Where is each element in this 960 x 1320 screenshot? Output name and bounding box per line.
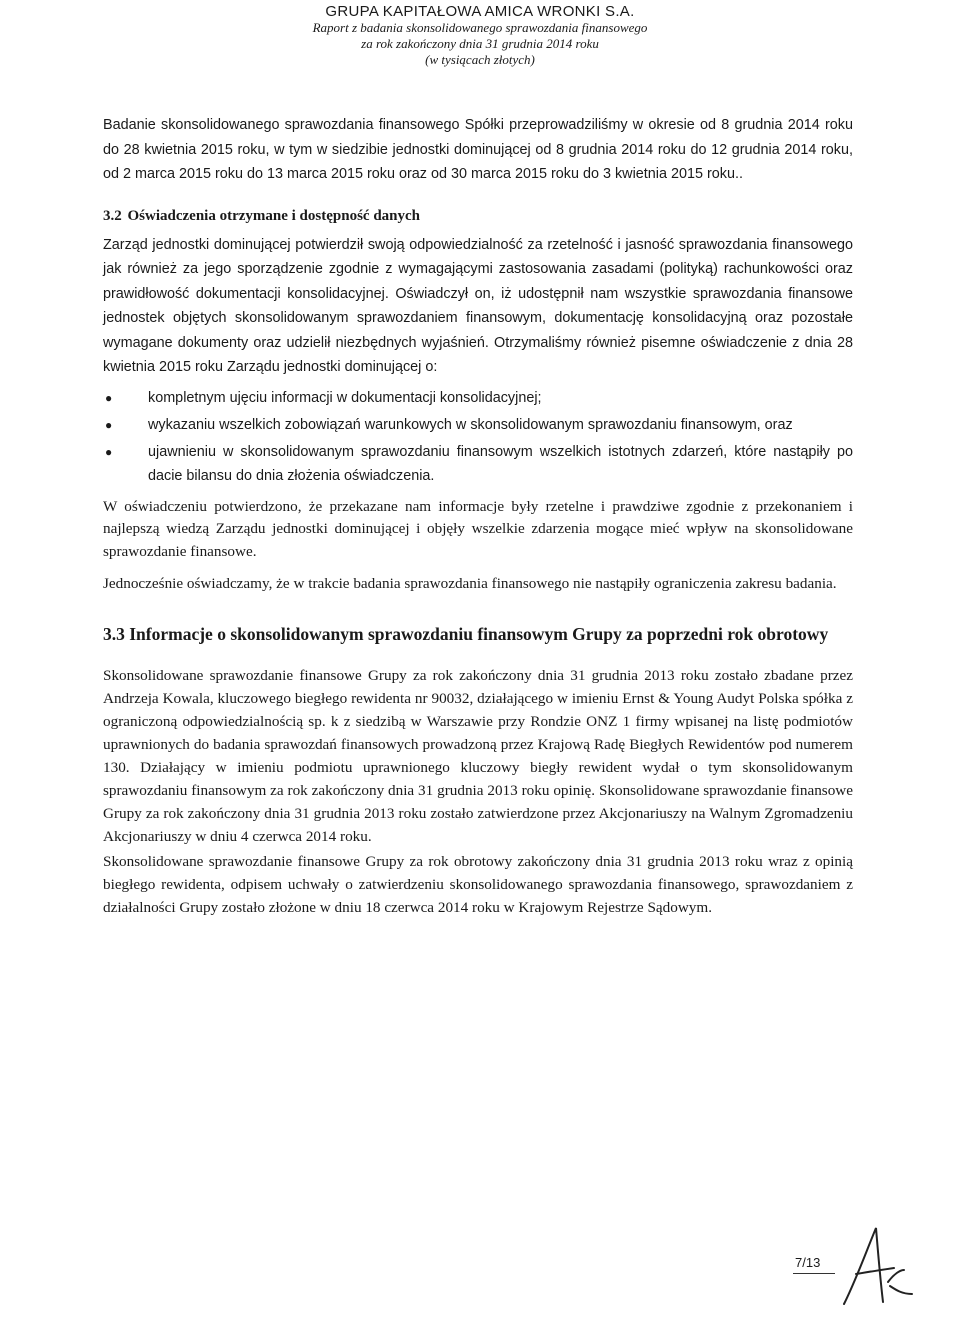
section-3-2-heading [103, 204, 853, 228]
handwritten-signature [838, 1222, 918, 1312]
section-3-3-title: Informacje o skonsolidowanym sprawozdaniu finansowym Grupy za poprzedni rok obrotowy [129, 623, 829, 644]
report-period: za rok zakończony dnia 31 grudnia 2014 roku [361, 36, 599, 51]
section-3-3-heading [103, 622, 853, 646]
report-title: Raport z badania skonsolidowanego sprawozdania finansowego [312, 20, 648, 35]
page-number-rule [793, 1273, 835, 1274]
page-number: 7/13 [795, 1255, 821, 1270]
section-3-2-paragraph-1: Zarząd jednostki dominującej potwierdził swoją odpowiedzialność za rzetelność i jasność sprawozdania finansowego jak również za jego sporządzenie zgodnie z wymagającymi zastosowania zasadami (polityką) rachunkowości oraz prawidłowość dokumentacji konsolidacyjnej. Oświadczył on, iż udostępnił nam wszystkie sprawozdania finansowe jednostek objętych skonsolidowanym sprawozdaniem finansowym, dokumentację konsolidacyjną oraz pozostałe wymagane dokumenty oraz udzielił niezbędnych wyjaśnień. Otrzymaliśmy również pisemne oświadczenie z dnia 28 kwietnia 2015 roku Zarządu jednostki dominującej o: [103, 236, 853, 375]
bullet-icon: ● [105, 390, 113, 405]
section-3-2-paragraph-3: Jednocześnie oświadczamy, że w trakcie badania sprawozdania finansowego nie nastąpiły ograniczenia zakresu badania. [103, 575, 837, 593]
section-3-3-number: 3.3 [103, 623, 125, 644]
list-item: ● wykazaniu wszelkich zobowiązań warunkowych w skonsolidowanym sprawozdaniu finansowym, oraz [103, 413, 853, 437]
intro-paragraph: Badanie skonsolidowanego sprawozdania finansowego Spółki przeprowadziliśmy w okresie od 8 grudnia 2014 roku do 28 kwietnia 2015 roku, w tym w siedzibie jednostki dominującej od 8 grudnia 2014 roku do 12 grudnia 2014 roku, od 2 marca 2015 roku do 13 marca 2015 roku oraz od 30 marca 2015 roku do 3 kwietnia 2015 roku.. [103, 117, 853, 182]
section-3-3-paragraph-1: Skonsolidowane sprawozdanie finansowe Grupy za rok zakończony dnia 31 grudnia 2013 roku zostało zbadane przez Andrzeja Kowala, kluczowego biegłego rewidenta nr 90032, działającego w imieniu Ernst & Young Audyt Polska spółka z ograniczoną odpowiedzialnością sp. k z siedzibą w Warszawie przy Rondzie ONZ 1 firmy wpisanej na listę podmiotów uprawnionych do badania sprawozdań finansowych prowadzoną przez Krajową Radę Biegłych Rewidentów pod numerem 130. Działający w imieniu podmiotu uprawnionego kluczowy biegły rewident wydał o tym skonsolidowanym sprawozdaniu finansowym za rok zakończony dnia 31 grudnia 2013 roku opinię. Skonsolidowane sprawozdanie finansowe Grupy za rok zakończony dnia 31 grudnia 2013 roku zostało zatwierdzone przez Akcjonariuszy na Walnym Zgromadzeniu Akcjonariuszy w dniu 4 czerwca 2014 roku. [103, 666, 853, 845]
statement-list [103, 386, 853, 488]
section-3-2 [103, 233, 853, 596]
section-3-2-paragraph-2: W oświadczeniu potwierdzono, że przekazane nam informacje były rzetelne i prawdziwe zgodnie z przekonaniem i najlepszą wiedzą Zarządu jednostki dominującej i objęły wszelkie zdarzenia mogące mieć wpływ na skonsolidowane sprawozdanie finansowe. [103, 497, 853, 560]
bullet-icon: ● [105, 444, 113, 459]
report-units: (w tysiącach złotych) [425, 52, 535, 67]
list-item: ● kompletnym ujęciu informacji w dokumentacji konsolidacyjnej; [103, 386, 853, 410]
page-header [0, 4, 960, 68]
section-3-3-paragraph-2: Skonsolidowane sprawozdanie finansowe Grupy za rok obrotowy zakończony dnia 31 grudnia 2013 roku wraz z opinią biegłego rewidenta, odpisem uchwały o zatwierdzeniu skonsolidowanego sprawozdania finansowego, sprawozdaniem z działalności Grupy zostało złożone w dniu 18 czerwca 2014 roku w Krajowym Rejestrze Sądowym. [103, 852, 853, 916]
bullet-icon: ● [105, 417, 113, 432]
list-item: ● ujawnieniu w skonsolidowanym sprawozdaniu finansowym wszelkich istotnych zdarzeń, które nastąpiły po dacie bilansu do dnia złożenia oświadczenia. [103, 440, 853, 488]
document-body [103, 113, 853, 919]
company-name: GRUPA KAPITAŁOWA AMICA WRONKI S.A. [325, 3, 635, 20]
section-3-2-title: Oświadczenia otrzymane i dostępność danych [127, 207, 420, 224]
section-3-2-number: 3.2 [103, 207, 122, 224]
